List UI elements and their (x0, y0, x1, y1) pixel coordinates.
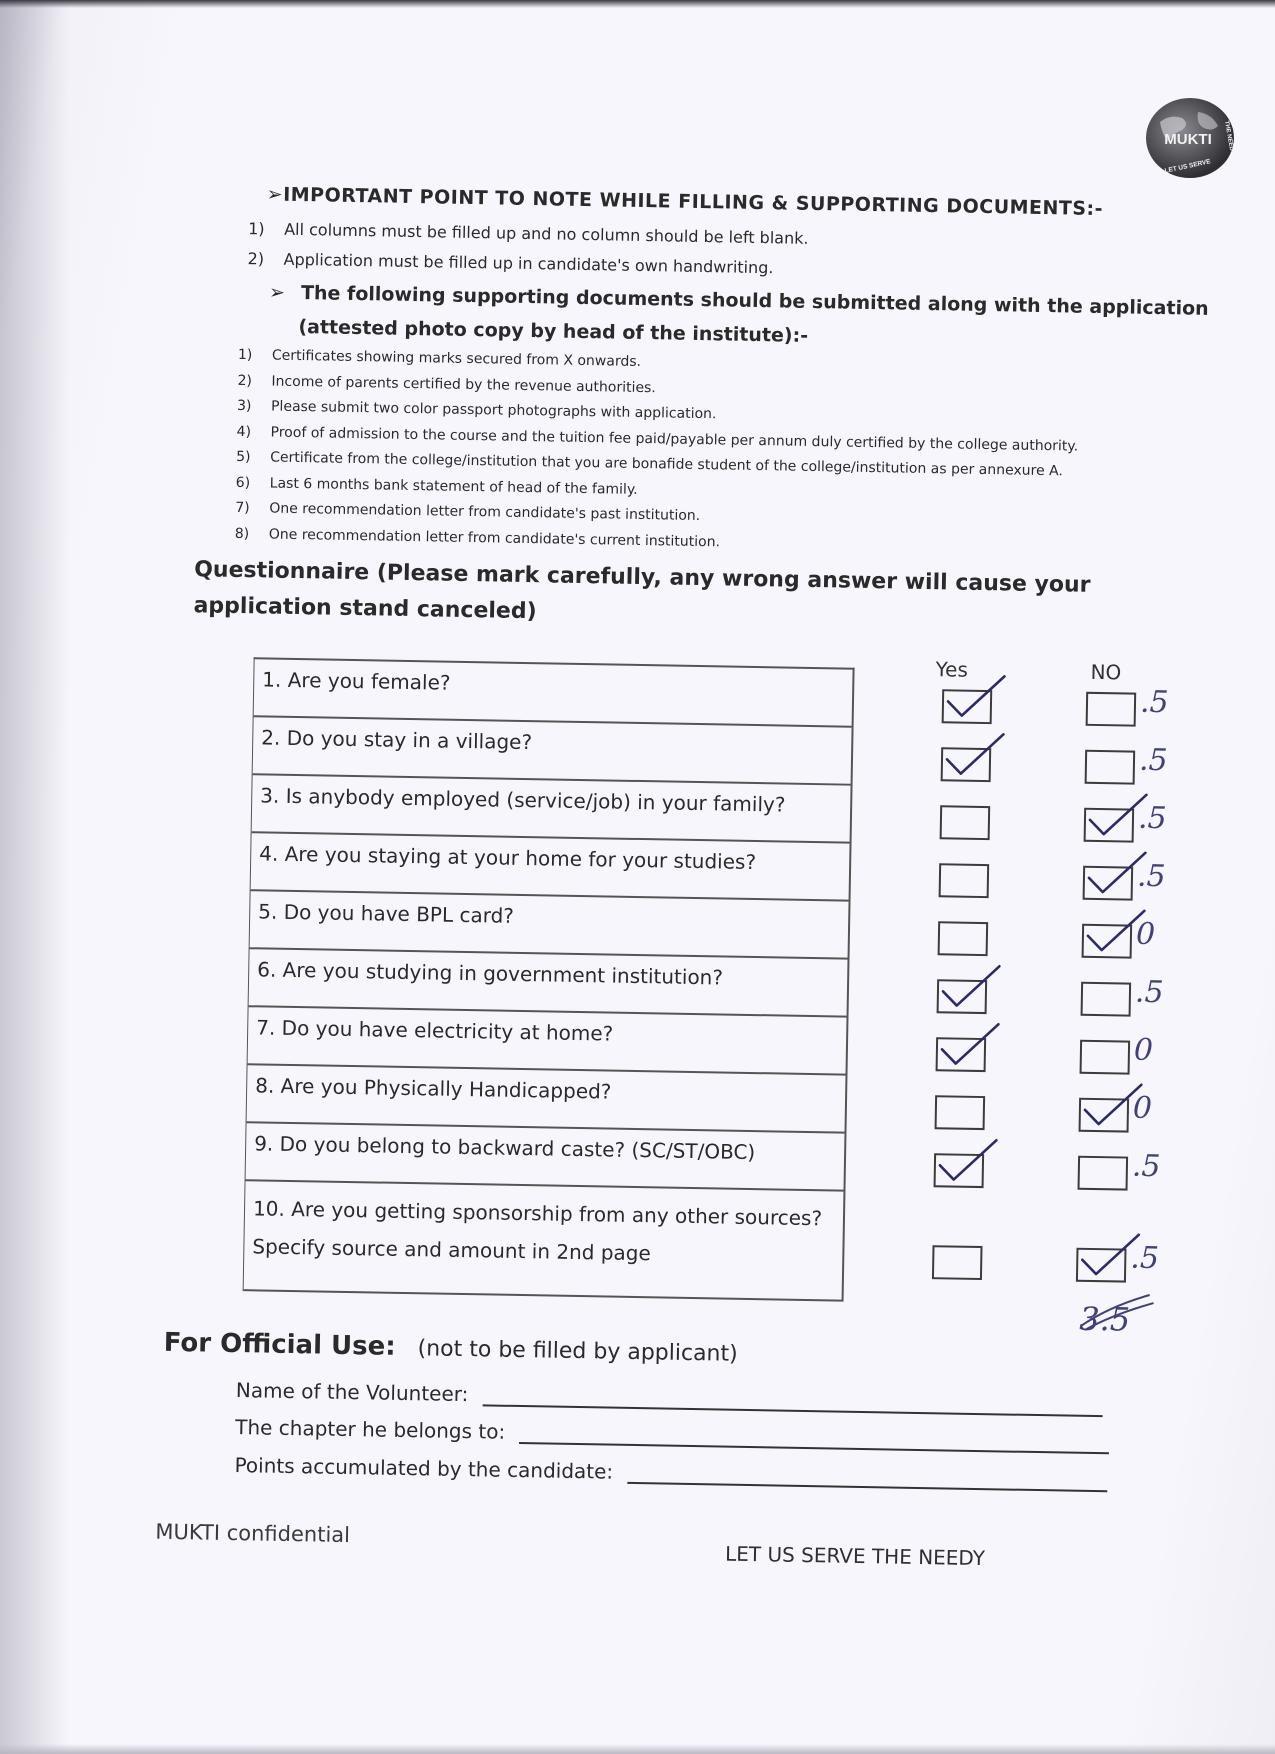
no-column-header: NO (1090, 659, 1122, 685)
document-item: 8) One recommendation letter from candidate's current institution. (234, 525, 721, 550)
documents-list (235, 343, 1080, 562)
handwritten-score: .5 (1139, 684, 1169, 721)
question-row: 8. Are you Physically Handicapped? (247, 1065, 846, 1133)
footer-confidential: MUKTI confidential (155, 1519, 351, 1548)
question-row: 7. Do you have electricity at home? (248, 1007, 847, 1075)
question-row: 2. Do you stay in a village? (253, 717, 852, 785)
supporting-documents-heading: ➢ The following supporting documents should be submitted along with the application (attested photo copy by head of the institute):- (268, 281, 1209, 347)
no-checkbox[interactable] (1083, 866, 1134, 901)
chapter-field[interactable]: The chapter he belongs to: (235, 1415, 1109, 1454)
instruction-item: 1) All columns must be filled up and no column should be left blank. (248, 219, 809, 248)
official-use-heading: For Official Use: (not to be filled by applicant) (163, 1327, 738, 1367)
document-item: 4) Proof of admission to the course and the tuition fee paid/payable per annum duly certified by the college authority. (236, 423, 1079, 455)
handwritten-score: .5 (1137, 800, 1167, 837)
total-score: 3.5 (1078, 1299, 1131, 1339)
handwritten-score: .5 (1134, 974, 1164, 1011)
yes-checkbox[interactable] (936, 1037, 987, 1072)
handwritten-score: .5 (1130, 1240, 1160, 1277)
document-item: 7) One recommendation letter from candidate's past institution. (235, 499, 701, 525)
no-checkbox[interactable] (1080, 1040, 1131, 1075)
no-checkbox[interactable] (1085, 750, 1136, 785)
volunteer-name-field[interactable]: Name of the Volunteer: (236, 1378, 1103, 1417)
points-field[interactable]: Points accumulated by the candidate: (234, 1453, 1107, 1492)
no-checkbox[interactable] (1079, 1098, 1130, 1133)
yes-checkbox[interactable] (937, 979, 988, 1014)
question-row: 5. Do you have BPL card? (250, 891, 849, 959)
handwritten-score: 0 (1133, 1032, 1154, 1069)
yes-checkbox[interactable] (932, 1245, 983, 1280)
questionnaire-table (243, 657, 855, 1301)
yes-checkbox[interactable] (935, 1095, 986, 1130)
no-checkbox[interactable] (1082, 924, 1133, 959)
no-checkbox[interactable] (1084, 808, 1135, 843)
question-row: 9. Do you belong to backward caste? (SC/ST/OBC) (246, 1123, 845, 1191)
no-checkbox[interactable] (1086, 692, 1137, 727)
handwritten-score: .5 (1131, 1148, 1161, 1185)
document-item: 5) Certificate from the college/institution that you are bonafide student of the college/institution as per annexure A. (236, 448, 1064, 480)
footer-tagline: LET US SERVE THE NEEDY (724, 1541, 986, 1571)
question-row: 10. Are you getting sponsorship from any other sources? Specify source and amount in 2nd page (244, 1181, 844, 1301)
document-item: 6) Last 6 months bank statement of head of the family. (235, 474, 638, 498)
yes-checkbox[interactable] (938, 921, 989, 956)
instruction-item: 2) Application must be filled up in candidate's own handwriting. (247, 249, 774, 278)
question-row: 1. Are you female? (254, 659, 853, 727)
question-row: 4. Are you staying at your home for your studies? (251, 833, 850, 901)
questionnaire-title: Questionnaire (Please mark carefully, any wrong answer will cause your application stand canceled) (193, 557, 1091, 625)
svg-text:LET US SERVE: LET US SERVE (1164, 158, 1212, 175)
document-item: 3) Please submit two color passport photographs with application. (236, 397, 717, 423)
no-checkbox[interactable] (1078, 1156, 1129, 1191)
handwritten-score: .5 (1138, 742, 1168, 779)
document-item: 2) Income of parents certified by the revenue authorities. (237, 372, 656, 396)
yes-checkbox[interactable] (942, 689, 993, 724)
handwritten-score: 0 (1135, 916, 1156, 953)
question-row: 3. Is anybody employed (service/job) in your family? (252, 775, 851, 843)
handwritten-score: .5 (1136, 858, 1166, 895)
handwritten-score: 0 (1132, 1090, 1153, 1126)
yes-checkbox[interactable] (934, 1153, 985, 1188)
document-item: 1) Certificates showing marks secured from X onwards. (237, 346, 642, 370)
yes-checkbox[interactable] (941, 747, 992, 782)
yes-checkbox[interactable] (940, 805, 991, 840)
yes-checkbox[interactable] (939, 863, 990, 898)
important-heading: ➢IMPORTANT POINT TO NOTE WHILE FILLING & SUPPORTING DOCUMENTS:- (266, 183, 1104, 221)
no-checkbox[interactable] (1081, 982, 1132, 1017)
svg-text:THE NEEDY: THE NEEDY (1223, 120, 1235, 156)
yes-column-header: Yes (935, 657, 969, 682)
question-row: 6. Are you studying in government institution? (249, 949, 848, 1017)
svg-text:MUKTI: MUKTI (1164, 131, 1212, 148)
